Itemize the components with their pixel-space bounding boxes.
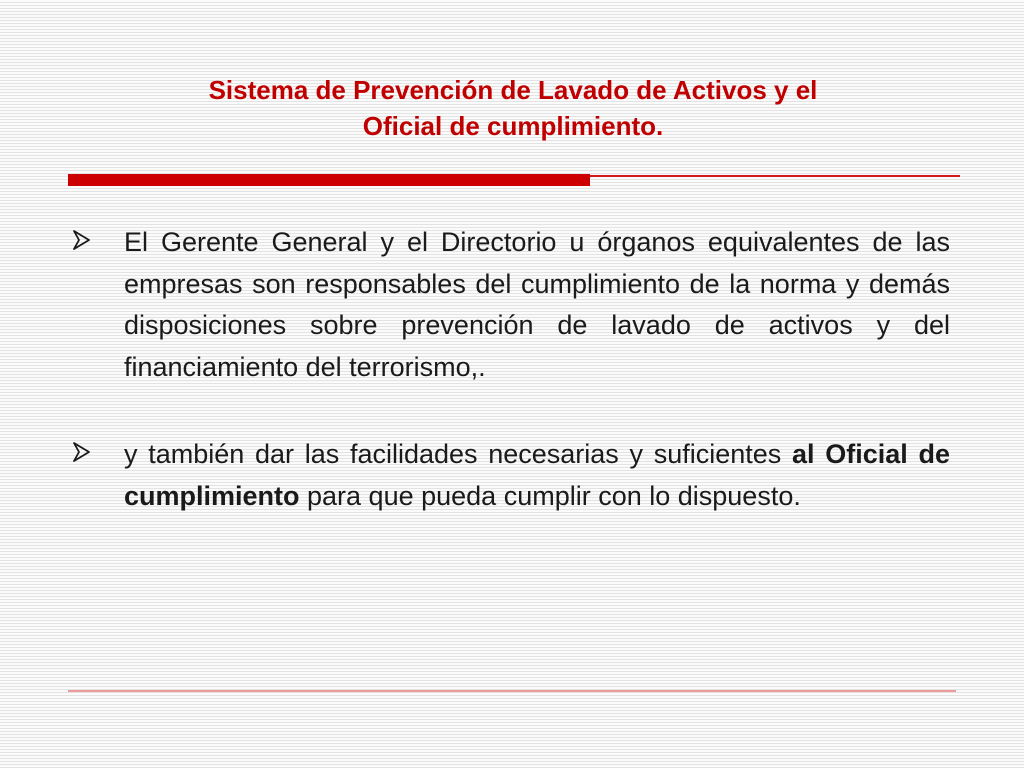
bullet-text xyxy=(124,434,950,517)
bullet-text-part: y también dar las facilidades necesarias y suficientes xyxy=(124,439,793,469)
footer-rule xyxy=(68,690,956,692)
slide-title: Sistema de Prevención de Lavado de Activos y el Oficial de cumplimiento. xyxy=(208,75,818,141)
bullet-item xyxy=(72,222,950,388)
bullet-text: El Gerente General y el Directorio u órganos equivalentes de las empresas son responsables del cumplimiento de la norma y demás disposiciones sobre prevención de lavado de activos y del financiamiento del terrorismo,. xyxy=(124,227,950,382)
bullet-text-part: para que pueda cumplir con lo dispuesto. xyxy=(299,480,801,511)
bullet-list xyxy=(72,222,950,563)
bullet-text-emphasis: al Oficial de cumplimiento xyxy=(124,439,950,511)
title-underline-thin xyxy=(590,175,960,177)
arrow-bullet-icon xyxy=(72,434,124,463)
arrow-bullet-icon xyxy=(72,222,124,251)
bullet-item xyxy=(72,434,950,517)
title-underline-thick xyxy=(68,174,590,186)
